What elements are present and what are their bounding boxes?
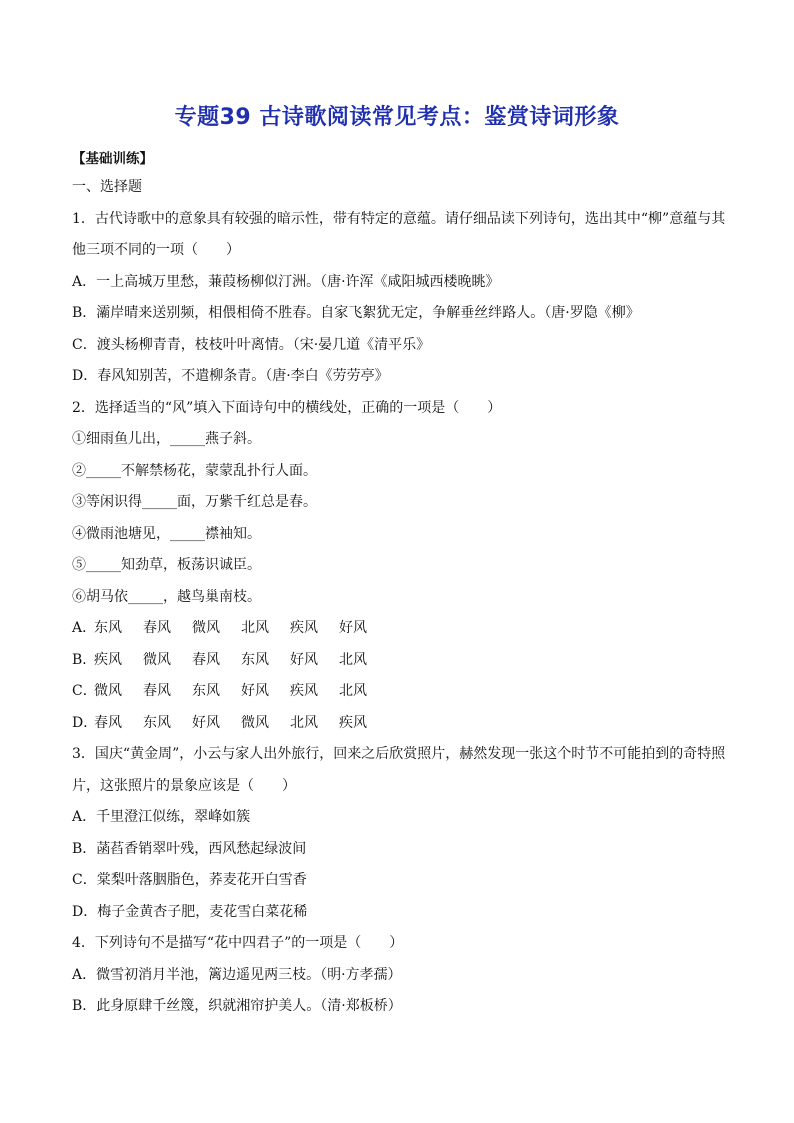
question-stem: 2．选择适当的“风”填入下面诗句中的横线处，正确的一项是（ ） bbox=[72, 399, 502, 416]
option-d: D．春风知别苦，不遣柳条青。（唐·李白《劳劳亭》 bbox=[72, 368, 389, 384]
option-b: B．此身原肆千丝篾，织就湘帘护美人。（清·郑板桥） bbox=[72, 998, 402, 1014]
option-cell: 微风 bbox=[94, 683, 122, 699]
option-a: A．千里澄江似练，翠峰如簇 bbox=[72, 809, 251, 825]
option-cell: 春风 bbox=[94, 714, 122, 731]
question-3 bbox=[72, 739, 732, 928]
option-label: C． bbox=[72, 683, 97, 699]
option-cell: 北风 bbox=[290, 714, 318, 731]
option-a: A．微雪初消月半池，篱边遥见两三枝。（明·方孝孺） bbox=[72, 966, 402, 983]
poem-line: ②_____不解禁杨花，蒙蒙乱扑行人面。 bbox=[72, 462, 317, 479]
option-label: B． bbox=[72, 651, 97, 668]
option-c bbox=[72, 676, 732, 708]
option-cell: 微风 bbox=[143, 651, 171, 668]
question-stem: 4．下列诗句不是描写“花中四君子”的一项是（ ） bbox=[72, 935, 404, 951]
poem-line: ①细雨鱼儿出，_____燕子斜。 bbox=[72, 431, 261, 447]
poem-line: ③等闲识得_____面，万紫千红总是春。 bbox=[72, 494, 317, 510]
option-cell: 春风 bbox=[143, 683, 171, 699]
option-cell: 疾风 bbox=[339, 714, 367, 731]
page-title: 专题39 古诗歌阅读常见考点：鉴赏诗词形象 bbox=[174, 105, 620, 130]
option-cell: 好风 bbox=[241, 683, 269, 699]
document-body bbox=[72, 146, 732, 1023]
question-stem-cont: 他三项不同的一项（ ） bbox=[72, 242, 240, 258]
question-2 bbox=[72, 393, 732, 740]
option-cell: 北风 bbox=[339, 651, 367, 668]
option-cell: 微风 bbox=[241, 714, 269, 731]
question-stem: 1．古代诗歌中的意象具有较强的暗示性，带有特定的意蕴。请仔细品读下列诗句，选出其中“柳”意蕴与其 bbox=[72, 210, 726, 227]
option-cell: 东风 bbox=[94, 620, 122, 636]
option-cell: 好风 bbox=[192, 714, 220, 731]
option-a bbox=[72, 613, 732, 645]
option-d: D．梅子金黄杏子肥，麦花雪白菜花稀 bbox=[72, 903, 308, 920]
poem-line: ④微雨池塘见，_____襟袖知。 bbox=[72, 525, 261, 542]
option-cell: 东风 bbox=[192, 683, 220, 699]
option-b bbox=[72, 645, 732, 677]
option-b: B．菡萏香销翠叶残，西风愁起绿波间 bbox=[72, 840, 307, 857]
option-cell: 东风 bbox=[143, 714, 171, 731]
option-cell: 北风 bbox=[339, 683, 367, 699]
option-cell: 好风 bbox=[339, 620, 367, 636]
option-d bbox=[72, 708, 732, 740]
option-a: A．一上高城万里愁，蒹葭杨柳似汀洲。（唐·许浑《咸阳城西楼晚眺》 bbox=[72, 273, 500, 290]
question-4 bbox=[72, 928, 732, 1023]
section-heading: 【基础训练】 bbox=[72, 151, 153, 167]
poem-line: ⑤_____知劲草，板荡识诚臣。 bbox=[72, 557, 261, 573]
option-cell: 疾风 bbox=[290, 620, 318, 636]
option-cell: 春风 bbox=[143, 620, 171, 636]
option-b: B．灞岸晴来送别频，相偎相倚不胜春。自家飞絮犹无定，争解垂丝绊路人。（唐·罗隐《柳》 bbox=[72, 305, 640, 321]
option-label: D． bbox=[72, 714, 98, 731]
option-cell: 微风 bbox=[192, 620, 220, 636]
option-c: C．渡头杨柳青青，枝枝叶叶离情。（宋·晏几道《清平乐》 bbox=[72, 336, 431, 353]
option-label: A． bbox=[72, 620, 97, 636]
option-cell: 东风 bbox=[241, 651, 269, 668]
option-cell: 春风 bbox=[192, 651, 220, 668]
option-cell: 疾风 bbox=[290, 683, 318, 699]
part-heading: 一、选择题 bbox=[72, 179, 142, 195]
option-cell: 疾风 bbox=[94, 651, 122, 668]
option-c: C．棠梨叶落胭脂色，荞麦花开白雪香 bbox=[72, 872, 307, 888]
option-cell: 好风 bbox=[290, 651, 318, 668]
question-stem-cont: 片，这张照片的景象应该是（ ） bbox=[72, 777, 296, 794]
question-stem: 3．国庆“黄金周”，小云与家人出外旅行，回来之后欣赏照片，赫然发现一张这个时节不可能拍到的奇特照 bbox=[72, 746, 726, 762]
question-1 bbox=[72, 204, 732, 393]
poem-line: ⑥胡马依_____，越鸟巢南枝。 bbox=[72, 588, 261, 605]
option-cell: 北风 bbox=[241, 620, 269, 636]
